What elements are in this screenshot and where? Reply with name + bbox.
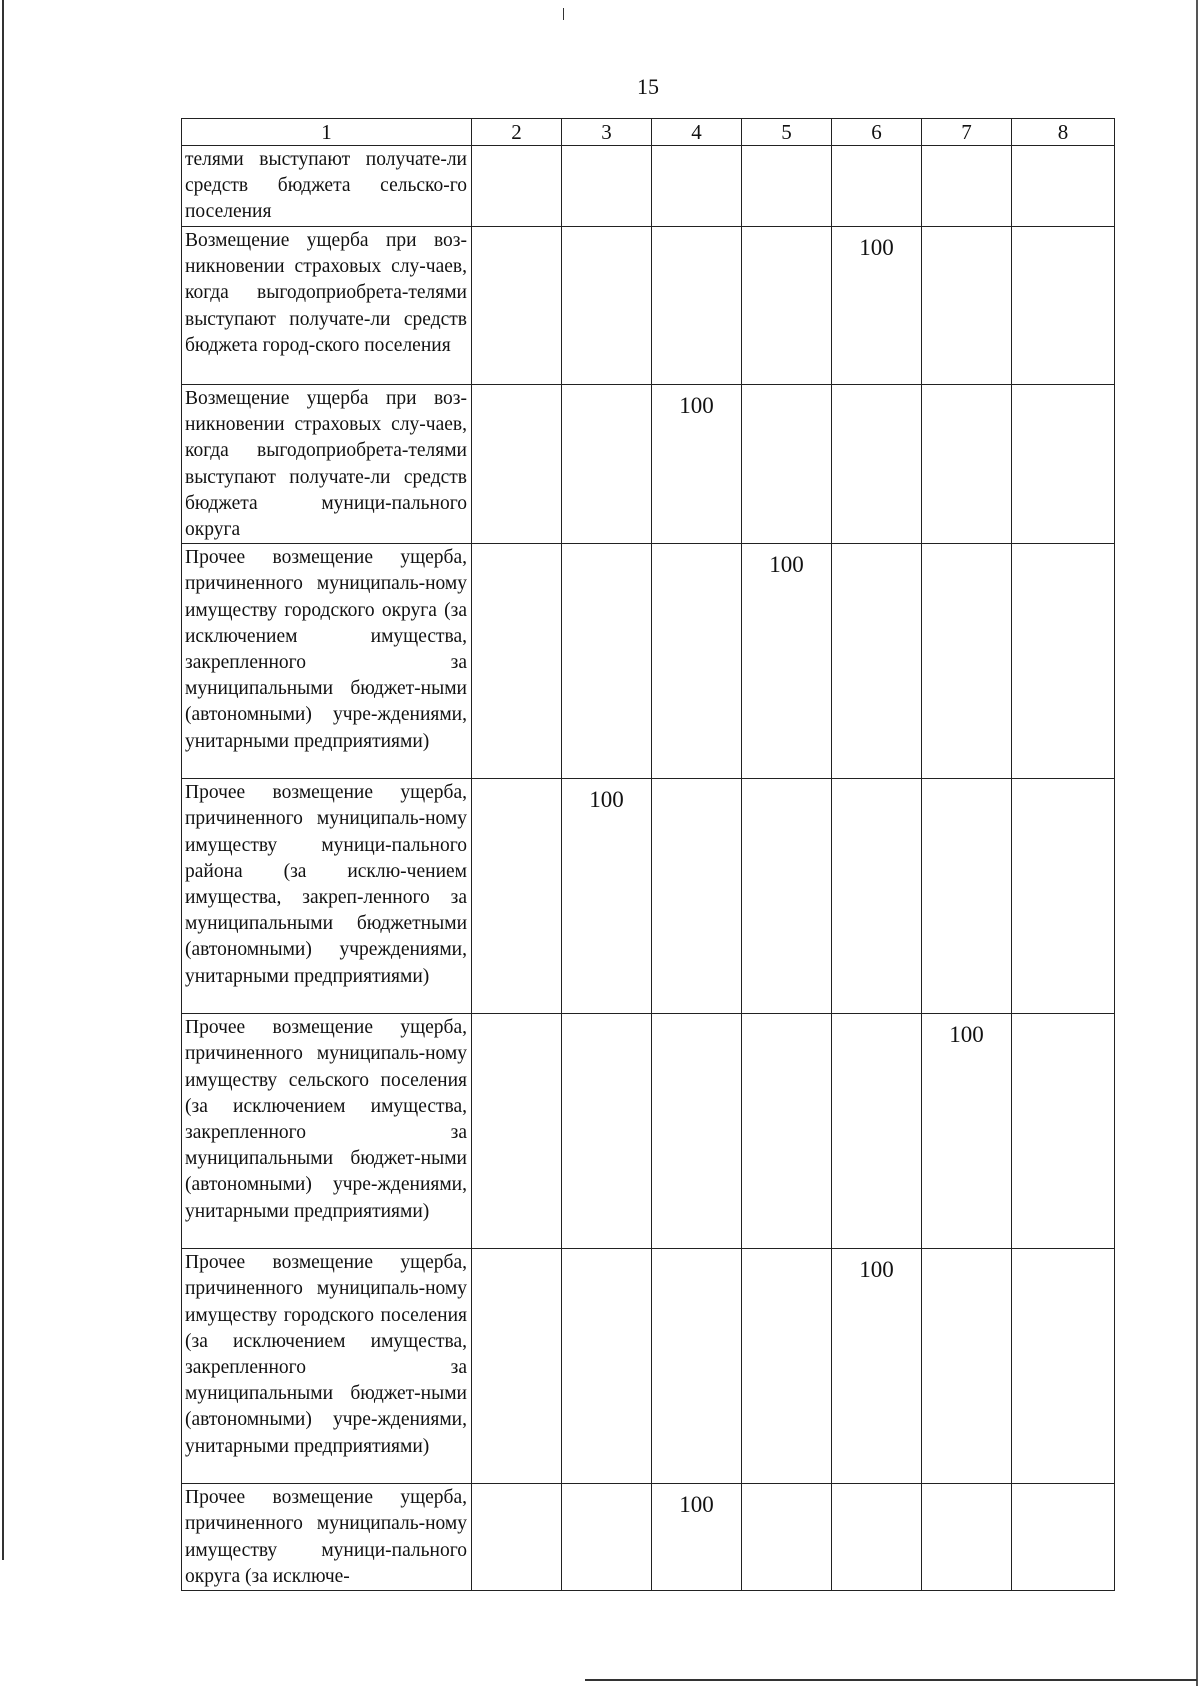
value-cell-col-4 (652, 227, 742, 385)
value-cell-col-6 (832, 385, 922, 544)
column-number: 7 (922, 119, 1012, 146)
value-cell-col-5 (742, 779, 832, 1014)
row-description: Возмещение ущерба при воз-никновении страховых слу-чаев, когда выгодоприобрета-телями выступают получате-ли средств бюджета муници-пального округа (182, 385, 472, 544)
value-cell-col-4: 100 (652, 1484, 742, 1591)
table-row (182, 779, 1115, 1014)
value-cell-col-6 (832, 1014, 922, 1249)
value-cell-col-3 (562, 385, 652, 544)
column-number-row (182, 119, 1115, 146)
value-cell-col-6 (832, 779, 922, 1014)
value-cell-col-7 (922, 146, 1012, 227)
table-row (182, 544, 1115, 779)
value-cell-col-7: 100 (922, 1014, 1012, 1249)
value-cell-col-3: 100 (562, 779, 652, 1014)
value-cell-col-5 (742, 1014, 832, 1249)
scan-edge-left (2, 0, 4, 1560)
value-cell-col-3 (562, 1249, 652, 1484)
value-cell-col-6 (832, 544, 922, 779)
value-cell-col-5 (742, 385, 832, 544)
row-description: Возмещение ущерба при воз-никновении страховых слу-чаев, когда выгодоприобрета-телями выступают получате-ли средств бюджета город-ского поселения (182, 227, 472, 385)
value-cell-col-3 (562, 1014, 652, 1249)
value-cell-col-8 (1012, 1249, 1115, 1484)
value-cell-col-3 (562, 146, 652, 227)
value-cell-col-5 (742, 1249, 832, 1484)
value-cell-col-5: 100 (742, 544, 832, 779)
value-cell-col-4 (652, 1014, 742, 1249)
row-description: Прочее возмещение ущерба, причиненного муниципаль-ному имуществу городского поселения (за исключением имущества, закрепленного за муниципальными бюджет-ными (автономными) учре-ждениями, унитарными предприятиями) (182, 1249, 472, 1484)
row-description: Прочее возмещение ущерба, причиненного муниципаль-ному имуществу муници-пального округа (за исключе- (182, 1484, 472, 1591)
value-cell-col-3 (562, 544, 652, 779)
value-cell-col-7 (922, 544, 1012, 779)
value-cell-col-8 (1012, 779, 1115, 1014)
value-cell-col-8 (1012, 385, 1115, 544)
value-cell-col-5 (742, 1484, 832, 1591)
value-cell-col-2 (472, 779, 562, 1014)
value-cell-col-6 (832, 1484, 922, 1591)
row-description: Прочее возмещение ущерба, причиненного муниципаль-ному имуществу муници-пального района (за исклю-чением имущества, закреп-ленного за муниципальными бюджетными (автономными) учреждениями, унитарными предприятиями) (182, 779, 472, 1014)
row-description: Прочее возмещение ущерба, причиненного муниципаль-ному имуществу сельского поселения (за исключением имущества, закрепленного за муниципальными бюджет-ными (автономными) учре-ждениями, унитарными предприятиями) (182, 1014, 472, 1249)
table-row (182, 1249, 1115, 1484)
scan-mark-top (563, 8, 564, 20)
table-row (182, 146, 1115, 227)
value-cell-col-2 (472, 1014, 562, 1249)
value-cell-col-5 (742, 146, 832, 227)
value-cell-col-6 (832, 146, 922, 227)
value-cell-col-2 (472, 1484, 562, 1591)
value-cell-col-7 (922, 779, 1012, 1014)
value-cell-col-8 (1012, 1014, 1115, 1249)
table-row (182, 227, 1115, 385)
column-number: 2 (472, 119, 562, 146)
value-cell-col-4 (652, 544, 742, 779)
row-description: телями выступают получате-ли средств бюджета сельско-го поселения (182, 146, 472, 227)
value-cell-col-7 (922, 1249, 1012, 1484)
row-description: Прочее возмещение ущерба, причиненного муниципаль-ному имуществу городского округа (за исключением имущества, закрепленного за муниципальными бюджет-ными (автономными) учре-ждениями, унитарными предприятиями) (182, 544, 472, 779)
value-cell-col-5 (742, 227, 832, 385)
value-cell-col-2 (472, 544, 562, 779)
value-cell-col-2 (472, 146, 562, 227)
value-cell-col-8 (1012, 544, 1115, 779)
column-number: 6 (832, 119, 922, 146)
scan-edge-right (1196, 0, 1198, 1686)
value-cell-col-8 (1012, 227, 1115, 385)
value-cell-col-4: 100 (652, 385, 742, 544)
value-cell-col-4 (652, 1249, 742, 1484)
page-number: 15 (637, 74, 659, 99)
column-number: 8 (1012, 119, 1115, 146)
value-cell-col-2 (472, 227, 562, 385)
value-cell-col-3 (562, 227, 652, 385)
value-cell-col-8 (1012, 1484, 1115, 1591)
value-cell-col-4 (652, 779, 742, 1014)
value-cell-col-2 (472, 385, 562, 544)
column-number: 5 (742, 119, 832, 146)
value-cell-col-6: 100 (832, 1249, 922, 1484)
value-cell-col-3 (562, 1484, 652, 1591)
value-cell-col-4 (652, 146, 742, 227)
table-row (182, 385, 1115, 544)
value-cell-col-8 (1012, 146, 1115, 227)
column-number: 4 (652, 119, 742, 146)
value-cell-col-6: 100 (832, 227, 922, 385)
allocation-table (181, 118, 1115, 1591)
value-cell-col-2 (472, 1249, 562, 1484)
table-row (182, 1484, 1115, 1591)
table-row (182, 1014, 1115, 1249)
value-cell-col-7 (922, 1484, 1012, 1591)
column-number: 3 (562, 119, 652, 146)
scan-edge-bottom (585, 1679, 1197, 1681)
column-number: 1 (182, 119, 472, 146)
value-cell-col-7 (922, 227, 1012, 385)
value-cell-col-7 (922, 385, 1012, 544)
